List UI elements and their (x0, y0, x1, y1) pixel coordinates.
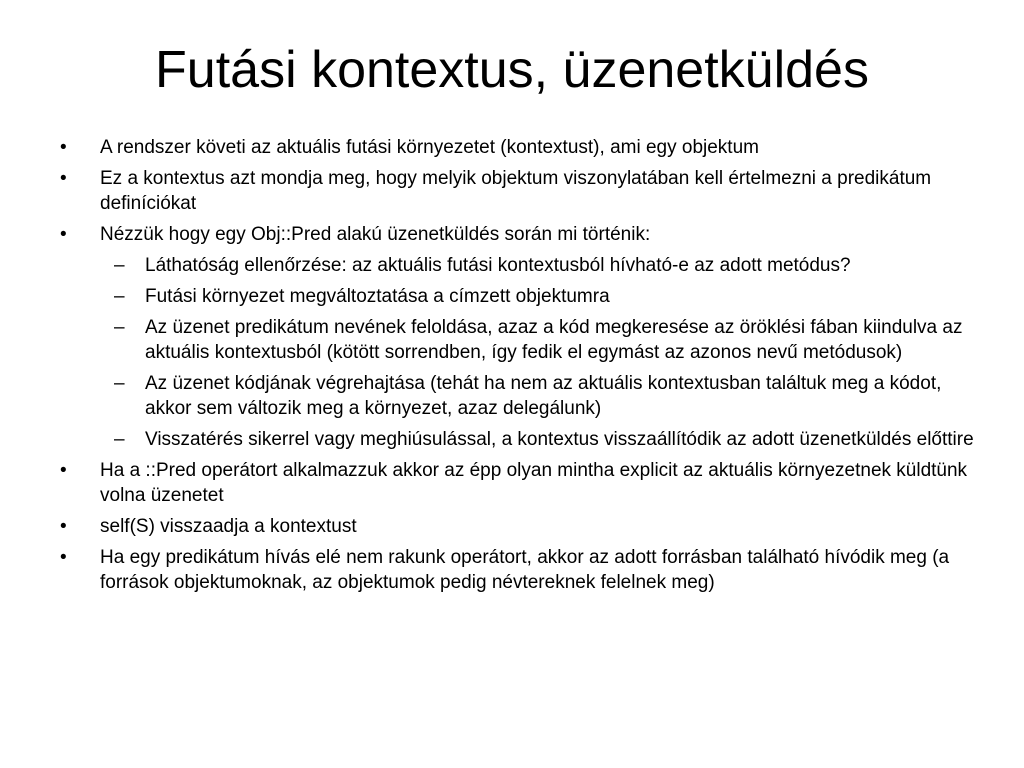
sub-bullet-item (58, 284, 978, 309)
sub-bullet-marker: – (114, 373, 125, 394)
bullet-list (58, 135, 978, 601)
bullet-item (58, 166, 978, 216)
bullet-text: Ez a kontextus azt mondja meg, hogy melyik objektum viszonylatában kell értelmezni a predikátum definíciókat (100, 168, 932, 214)
sub-bullet-item (58, 315, 978, 365)
bullet-marker: • (60, 547, 67, 568)
sub-bullet-text: Az üzenet kódjának végrehajtása (tehát ha nem az aktuális kontextusban találtuk meg a kódot, akkor sem változik meg a környezet, azaz delegálunk) (145, 373, 942, 419)
bullet-text: A rendszer követi az aktuális futási környezetet (kontextust), ami egy objektum (100, 137, 759, 158)
sub-bullet-marker: – (114, 317, 125, 338)
bullet-item (58, 135, 978, 160)
bullet-text: Ha egy predikátum hívás elé nem rakunk operátort, akkor az adott forrásban található hívódik meg (a források objektumoknak, az objektumok pedig névtereknek felelnek meg) (100, 547, 950, 593)
bullet-text: Ha a ::Pred operátort alkalmazzuk akkor az épp olyan mintha explicit az aktuális környezetnek küldtünk volna üzenetet (100, 460, 968, 506)
bullet-text: Nézzük hogy egy Obj::Pred alakú üzenetküldés során mi történik: (100, 224, 651, 245)
bullet-marker: • (60, 137, 67, 158)
sub-bullet-text: Visszatérés sikerrel vagy meghiúsulással, a kontextus visszaállítódik az adott üzenetküldés előttire (145, 429, 974, 450)
bullet-marker: • (60, 224, 67, 245)
bullet-item (58, 545, 978, 595)
bullet-marker: • (60, 460, 67, 481)
bullet-item (58, 514, 978, 539)
sub-bullet-text: Láthatóság ellenőrzése: az aktuális futási kontextusból hívható-e az adott metódus? (145, 255, 851, 276)
bullet-text: self(S) visszaadja a kontextust (100, 516, 357, 537)
bullet-marker: • (60, 516, 67, 537)
slide-title: Futási kontextus, üzenetküldés (155, 41, 869, 99)
sub-bullet-text: Az üzenet predikátum nevének feloldása, azaz a kód megkeresése az öröklési fában kiindulva az aktuális kontextusból (kötött sorrendben, így fedik el egymást az azonos nevű metódusok) (145, 317, 963, 363)
bullet-item (58, 222, 978, 247)
sub-bullet-item (58, 253, 978, 278)
sub-bullet-item (58, 427, 978, 452)
bullet-marker: • (60, 168, 67, 189)
bullet-item (58, 458, 978, 508)
sub-bullet-text: Futási környezet megváltoztatása a címzett objektumra (145, 286, 610, 307)
sub-bullet-marker: – (114, 429, 125, 450)
sub-bullet-marker: – (114, 286, 125, 307)
sub-bullet-item (58, 371, 978, 421)
sub-bullet-marker: – (114, 255, 125, 276)
